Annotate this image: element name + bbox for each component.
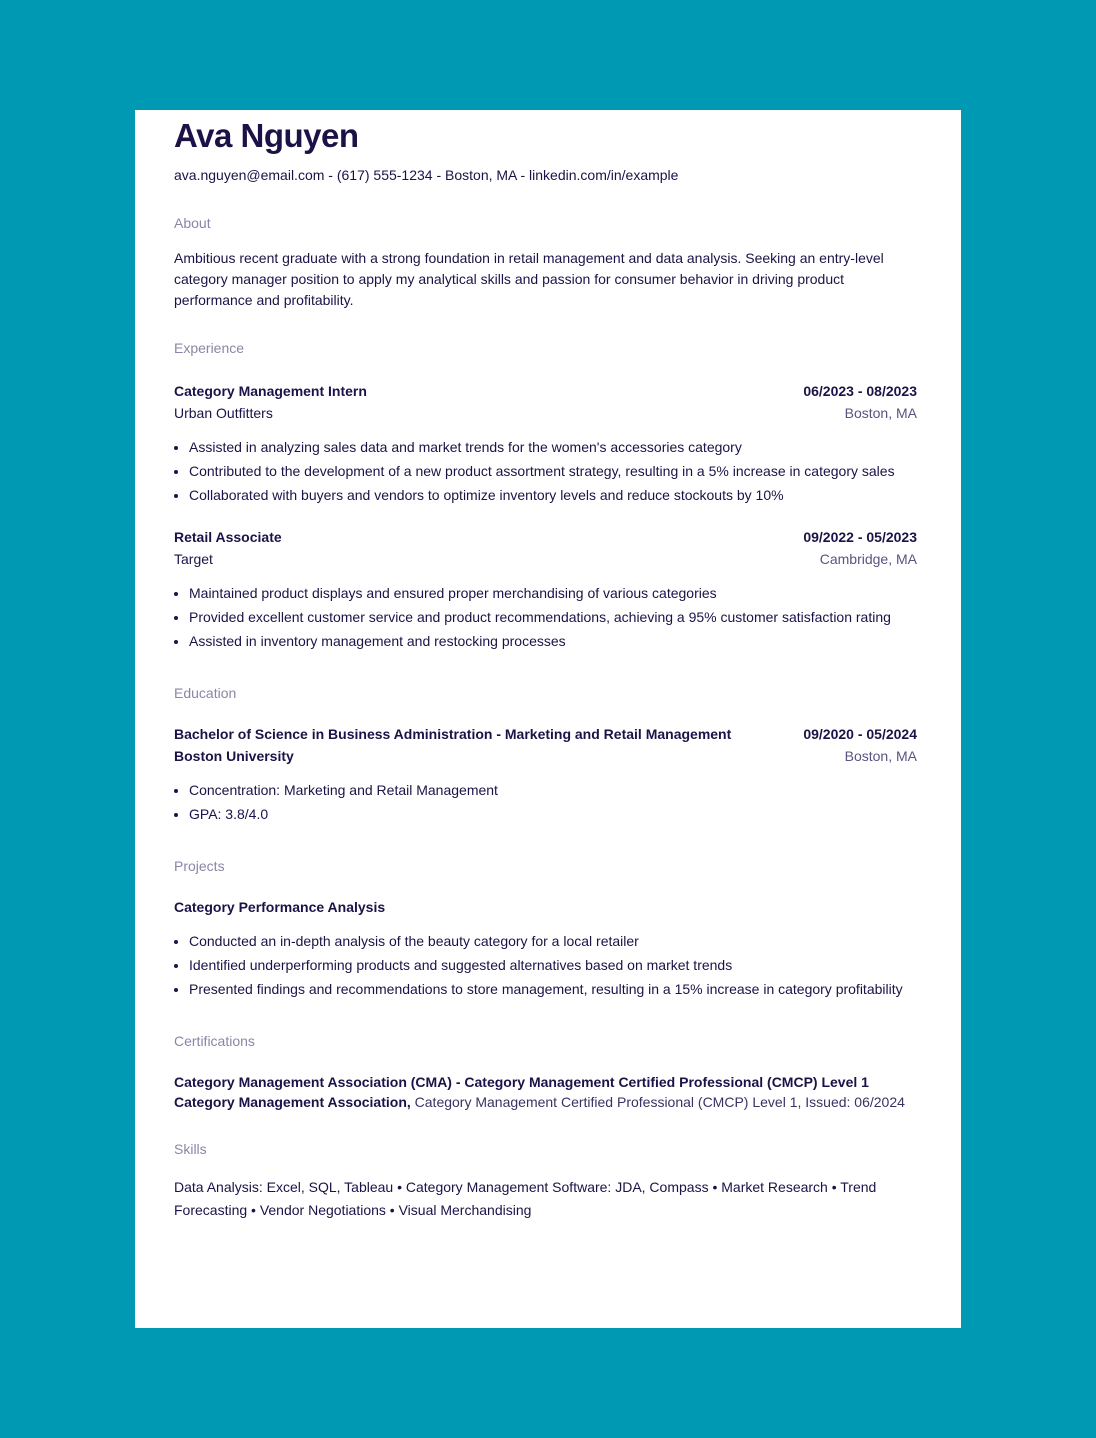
- list-item: • Identified underperforming products and suggested alternatives based on market trends: [189, 953, 917, 977]
- job-bullets: [174, 581, 917, 653]
- education-dates: 09/2020 - 05/2024: [803, 726, 917, 742]
- job-title: Retail Associate: [174, 529, 282, 545]
- school-location: Boston, MA: [844, 748, 917, 764]
- certification-detail: Category Management Certified Professional (CMCP) Level 1, Issued: 06/2024: [410, 1094, 905, 1110]
- list-item: • Assisted in inventory management and restocking processes: [189, 629, 917, 653]
- list-item: • Assisted in analyzing sales data and market trends for the women's accessories category: [189, 435, 917, 459]
- projects-heading: Projects: [174, 858, 225, 874]
- education-bullets: [174, 778, 917, 826]
- list-item: • Concentration: Marketing and Retail Management: [189, 778, 917, 802]
- list-item: • Presented findings and recommendations to store management, resulting in a 15% increase in category profitability: [189, 977, 917, 1001]
- certifications-heading: Certifications: [174, 1033, 255, 1049]
- contact-line: ava.nguyen@email.com - (617) 555-1234 - Boston, MA - linkedin.com/in/example: [174, 167, 679, 183]
- certification-details: [174, 1093, 917, 1112]
- list-item: • GPA: 3.8/4.0: [189, 802, 917, 826]
- list-item: • Contributed to the development of a new product assortment strategy, resulting in a 5% increase in category sales: [189, 459, 917, 483]
- education-entry: [174, 723, 917, 826]
- company-name: Urban Outfitters: [174, 405, 273, 421]
- candidate-name: Ava Nguyen: [174, 117, 359, 154]
- project-title: Category Performance Analysis: [174, 899, 386, 915]
- school-name: Boston University: [174, 748, 294, 764]
- job-bullets: [174, 435, 917, 507]
- job-location: Cambridge, MA: [819, 551, 917, 567]
- list-item: • Conducted an in-depth analysis of the beauty category for a local retailer: [189, 929, 917, 953]
- about-heading: About: [174, 215, 211, 231]
- list-item: • Maintained product displays and ensured proper merchandising of various categories: [189, 581, 917, 605]
- certification-entry: [174, 1071, 917, 1112]
- project-bullets: [174, 929, 917, 1001]
- degree-title: Bachelor of Science in Business Administration - Marketing and Retail Management: [174, 726, 732, 742]
- about-text: Ambitious recent graduate with a strong foundation in retail management and data analysis. Seeking an entry-level category manager position to apply my analytical skills and passion for consumer behavior in driving product performance and profitability.: [174, 250, 884, 308]
- education-heading: Education: [174, 685, 237, 701]
- job-location: Boston, MA: [844, 405, 917, 421]
- certification-title: Category Management Association (CMA) - Category Management Certified Professional (CMCP) Level 1: [174, 1074, 869, 1090]
- job-dates: 09/2022 - 05/2023: [803, 529, 917, 545]
- list-item: • Collaborated with buyers and vendors to optimize inventory levels and reduce stockouts by 10%: [189, 483, 917, 507]
- experience-heading: Experience: [174, 340, 245, 356]
- experience-entry: [174, 526, 917, 653]
- resume-page: [135, 110, 961, 1328]
- project-entry: [174, 896, 917, 1001]
- job-title: Category Management Intern: [174, 383, 367, 399]
- skills-list: Data Analysis: Excel, SQL, Tableau • Category Management Software: JDA, Compass • Market Research • Trend Forecasting • Vendor Negotiations • Visual Merchandising: [174, 1179, 877, 1218]
- job-dates: 06/2023 - 08/2023: [803, 383, 917, 399]
- skills-heading: Skills: [174, 1141, 207, 1157]
- experience-entry: [174, 380, 917, 507]
- list-item: • Provided excellent customer service and product recommendations, achieving a 95% customer satisfaction rating: [189, 605, 917, 629]
- certification-org: Category Management Association,: [174, 1094, 411, 1110]
- company-name: Target: [174, 551, 213, 567]
